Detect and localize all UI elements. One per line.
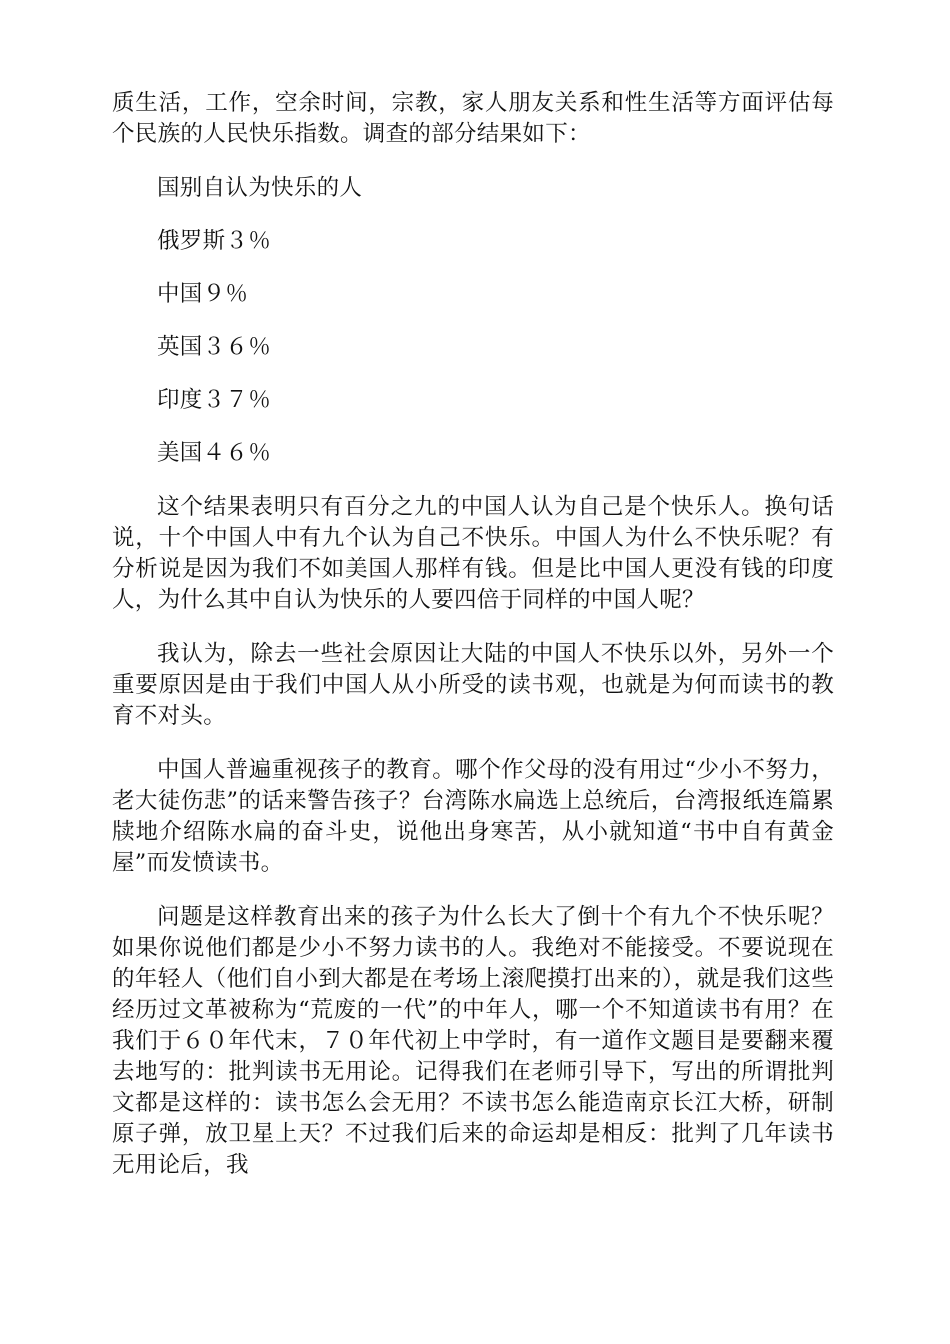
document-body <box>112 88 834 1181</box>
survey-row-russia: 俄罗斯３％ <box>157 228 272 254</box>
survey-row-usa: 美国４６％ <box>157 440 272 466</box>
survey-row-china: 中国９％ <box>157 281 249 307</box>
paragraph-education-emphasis: 中国人普遍重视孩子的教育。哪个作父母的没有用过“少小不努力，老大徒伤悲”的话来警告孩子？台湾陈水扁选上总统后，台湾报纸连篇累牍地介绍陈水扁的奋斗史，说他出身寒苦，从小就知道“书中自有黄金屋”而发愤读书。 <box>112 757 834 876</box>
paragraph-reading-view: 我认为，除去一些社会原因让大陆的中国人不快乐以外，另外一个重要原因是由于我们中国人从小所受的读书观，也就是为何而读书的教育不对头。 <box>112 641 834 729</box>
paragraph-happiness-analysis: 这个结果表明只有百分之九的中国人认为自己是个快乐人。换句话说，十个中国人中有九个认为自己不快乐。中国人为什么不快乐呢？有分析说是因为我们不如美国人那样有钱。但是比中国人更没有钱的印度人，为什么其中自认为快乐的人要四倍于同样的中国人呢？ <box>112 494 834 613</box>
survey-row-uk: 英国３６％ <box>157 334 272 360</box>
paragraph-generation-question: 问题是这样教育出来的孩子为什么长大了倒十个有九个不快乐呢？如果你说他们都是少小不努力读书的人。我绝对不能接受。不要说现在的年轻人（他们自小到大都是在考场上滚爬摸打出来的），就是我们这些经历过文革被称为“荒废的一代”的中年人，哪一个不知道读书有用？在我们于６０年代末，７０年代初上中学时，有一道作文题目是要翻来覆去地写的：批判读书无用论。记得我们在老师引导下，写出的所谓批判文都是这样的：读书怎么会无用？不读书怎么能造南京长江大桥，研制原子弹，放卫星上天？不过我们后来的命运却是相反：批判了几年读书无用论后，我 <box>112 904 834 1178</box>
survey-row-india: 印度３７％ <box>157 387 272 413</box>
intro-paragraph: 质生活，工作，空余时间，宗教，家人朋友关系和性生活等方面评估每个民族的人民快乐指数。调查的部分结果如下： <box>112 90 834 147</box>
survey-header: 国别自认为快乐的人 <box>157 175 363 201</box>
